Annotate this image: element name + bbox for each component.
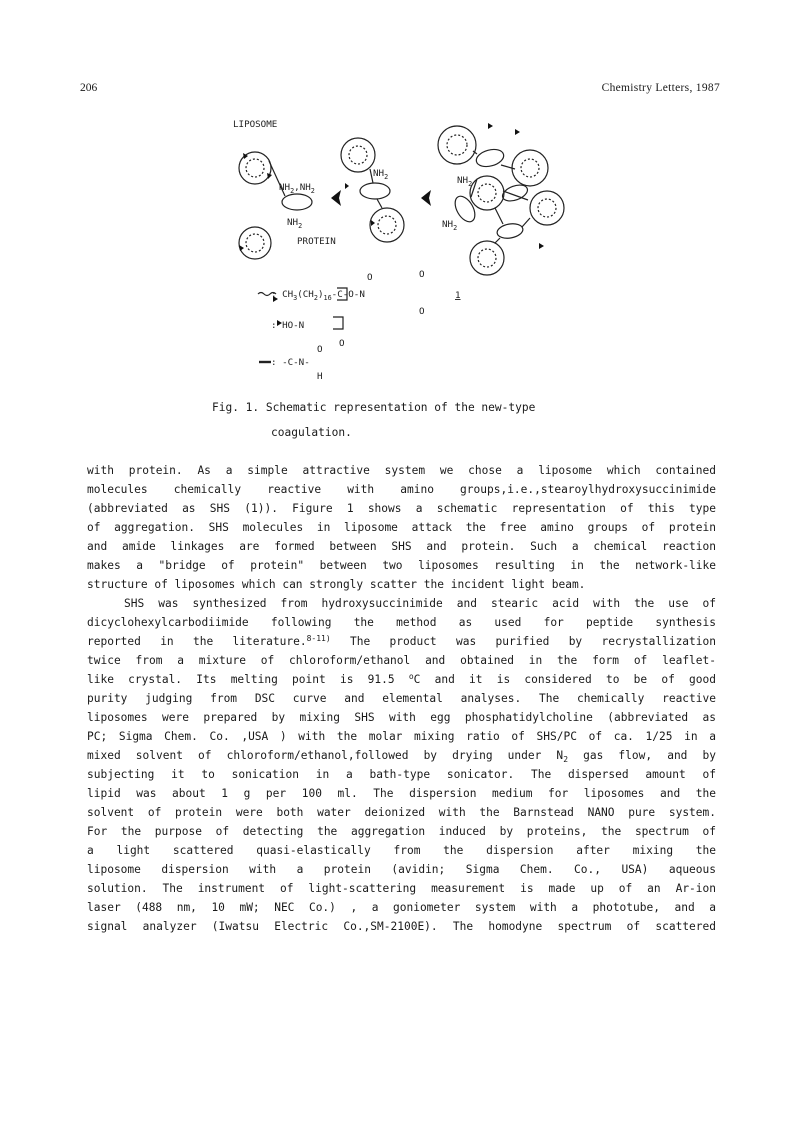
text-line: solvent of protein were both water deionized with the Barnstead NANO pure system. [87,806,716,819]
protein-stage1 [282,194,312,210]
network-liposome-3 [470,176,504,210]
compound-number: 1 [455,290,461,301]
text-line: and amide linkages are formed between SHS and protein. Such a chemical reaction [87,540,716,553]
text-line: like crystal. Its melting point is 91.5 $^o$C and it is considered to be of good [87,672,716,686]
legend-oxygen-4: O [339,338,345,349]
text-line: signal analyzer (Iwatsu Electric Co.,SM-2100E). The homodyne spectrum of scattered [87,920,716,933]
legend-oxygen-3: O [419,306,425,317]
caption-line-2: coagulation. [271,426,352,439]
network-liposome-5 [470,241,504,275]
legend-oxygen-5: O [317,344,323,355]
label-nh2-a: $NH_2,NH_2$ [279,182,315,195]
network-liposome-1 [438,126,476,164]
label-nh2-b: $NH_2$ [287,217,303,230]
label-nh2-d: $NH_2$ [457,175,473,188]
label-liposome: LIPOSOME [233,119,278,130]
text-line: laser (488 nm, 10 mW; NEC Co.) , a goniometer system with a phototube, and a [87,901,716,914]
figure-caption [212,395,632,445]
text-line: reported in the literature.$^{8-11)}$ The product was purified by recrystallization [87,634,716,648]
figure-1 [225,113,595,388]
liposome-stage2-bottom [370,208,404,242]
subscript-2: 2 [563,755,569,764]
text-line: twice from a mixture of chloroform/ethanol and obtained in the form of leaflet- [87,654,716,667]
text-line: lipid was about 1 g per 100 ml. The dispersion medium for liposomes and the [87,787,716,800]
network-protein-3 [451,193,479,225]
degree-sign: o [408,672,414,681]
text-line: dicyclohexylcarbodiimide following the method as used for peptide synthesis [87,616,716,629]
legend-shs: : $CH_3(CH_2)_{16}-C-O-N$ [271,289,365,302]
text-line: liposomes were prepared by mixing SHS with egg phosphatidylcholine (abbreviated as [87,711,716,724]
journal-title: Chemistry Letters, 1987 [601,82,720,94]
liposome-stage2-top [341,138,375,172]
text-line: liposome dispersion with a protein (avidin; Sigma Chem. Co., USA) aqueous [87,863,716,876]
text-line: with protein. As a simple attractive system we chose a liposome which contained [87,464,716,477]
text-line: SHS was synthesized from hydroxysuccinimide and stearic acid with the use of [124,597,716,610]
legend-oxygen-1: O [367,272,373,283]
legend-hosu: : HO-N [271,320,305,331]
network-liposome-2 [512,150,548,186]
text-line: mixed solvent of chloroform/ethanol,followed by drying under $N_2$ gas flow, and by [87,749,716,764]
liposome-left-bottom [239,227,271,259]
text-line: purity judging from DSC curve and elemental analyses. The chemically reactive [87,692,716,705]
label-nh2-e: $NH_2$ [442,219,458,232]
text-line: subjecting it to sonication in a bath-type sonicator. The dispersed amount of [87,768,716,781]
text-line: a light scattered quasi-elastically from the dispersion after mixing the [87,844,716,857]
text-line: of aggregation. SHS molecules in liposome attack the free amino groups of protein [87,521,716,534]
coagulation-scheme [225,113,595,388]
text-line: For the purpose of detecting the aggregation induced by proteins, the spectrum of [87,825,716,838]
text-line: (abbreviated as SHS (1)). Figure 1 shows a schematic representation of this type [87,502,716,515]
text-line: PC; Sigma Chem. Co. ,USA ) with the molar mixing ratio of SHS/PC of ca. 1/25 in a [87,730,716,743]
text-line: molecules chemically reactive with amino groups,i.e.,stearoylhydroxysuccinimide [87,483,716,496]
legend-amide-h: H [317,371,323,382]
text-line: structure of liposomes which can strongly scatter the incident light beam. [87,578,586,591]
page-number: 206 [80,82,98,94]
network-protein-4 [496,222,524,240]
text-line: makes a "bridge of protein" between two liposomes resulting in the network-like [87,559,716,572]
text-line: solution. The instrument of light-scattering measurement is made up of an Ar-ion [87,882,716,895]
reference-citation: 8-11) [306,634,331,643]
legend-oxygen-2: O [419,269,425,280]
succinimide-ring-2 [333,317,343,329]
label-protein: PROTEIN [297,236,336,247]
network-liposome-4 [530,191,564,225]
label-nh2-c: $NH_2$ [373,168,389,181]
running-header [80,82,720,100]
body-text [87,461,716,936]
caption-line-1: Fig. 1. Schematic representation of the new-type [212,401,536,414]
legend-amide: : -C-N- [271,357,310,368]
network-protein-1 [474,147,505,170]
protein-stage2 [360,183,390,199]
